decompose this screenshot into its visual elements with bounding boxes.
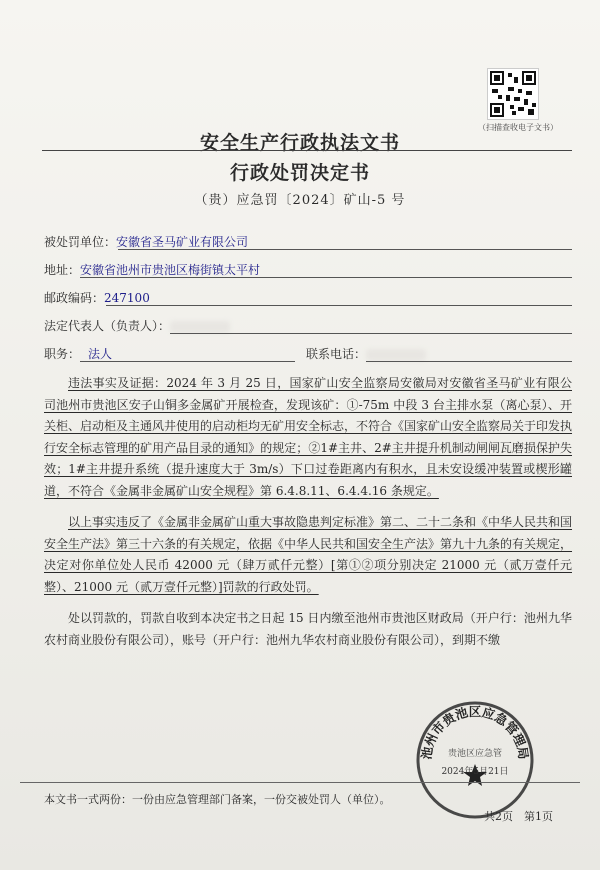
position-value: 法人 <box>88 347 113 361</box>
seal-ring-text: 池州市贵池区应急管理局 <box>418 704 532 761</box>
footer-divider <box>20 782 580 783</box>
document-series-title: 安全生产行政执法文书 <box>199 132 400 154</box>
official-seal <box>415 700 535 820</box>
postcode-label: 邮政编码： <box>44 291 105 305</box>
position-underline <box>80 361 295 362</box>
qr-caption: （扫描查收电子文书） <box>478 123 558 132</box>
seal-inner-text: 贵池区应急管 <box>447 749 503 759</box>
postcode-row <box>44 289 150 306</box>
document-number: （贵）应急罚〔2024〕矿山-5 号 <box>194 193 406 208</box>
postcode-value: 247100 <box>104 291 150 305</box>
address-row <box>44 261 260 278</box>
position-row <box>44 345 112 362</box>
document-title: 行政处罚决定书 <box>229 162 370 184</box>
unit-underline <box>118 249 572 250</box>
postcode-underline <box>106 305 572 306</box>
redacted-name <box>170 321 230 333</box>
phone-row <box>306 345 426 362</box>
redacted-phone <box>366 349 426 361</box>
address-label: 地址： <box>44 263 81 277</box>
penalized-unit-label: 被处罚单位： <box>44 235 117 249</box>
decision-body <box>44 373 572 651</box>
address-value: 安徽省池州市贵池区梅街镇太平村 <box>80 263 261 277</box>
penalized-unit-value: 安徽省圣马矿业有限公司 <box>116 235 249 249</box>
title-divider <box>42 150 572 151</box>
legal-rep-underline <box>170 333 572 334</box>
copies-note: 本文书一式两份：一份由应急管理部门备案，一份交被处罚人（单位）。 <box>44 793 391 806</box>
legal-rep-label: 法定代表人（负责人）： <box>44 319 171 333</box>
penalized-unit-row <box>44 233 248 250</box>
legal-rep-row <box>44 317 230 334</box>
seal-date: 2024年5月21日 <box>441 767 509 777</box>
violation-facts-paragraph: 违法事实及证据：2024 年 3 月 25 日，国家矿山安全监察局安徽局对安徽省圣马矿业有限公司池州市贵池区安子山铜多金属矿开展检查，发现该矿：①-75m 中段 3 台主排水泵（离心泵）、开关柜、启动柜及主通风井使用的启动柜均无矿用安全标志，不符合《国家矿山安全监察局关于印发执行安全标志管理的矿用产品目录的通知》的规定；②1#主井、2#主井提升机制动闸闸瓦磨损保护失效；1#主井提升系统（提升速度大于 3m/s）下口过卷距离内有积水，且未安设缓冲装置或楔形罐道，不符合《金属非金属矿山安全规程》第 6.4.8.11、6.4.4.16 条规定。 <box>44 376 573 498</box>
address-underline <box>80 277 572 278</box>
phone-label: 联系电话： <box>306 347 367 361</box>
phone-underline <box>366 361 572 362</box>
position-label: 职务： <box>44 347 81 361</box>
legal-basis-paragraph: 以上事实违反了《金属非金属矿山重大事故隐患判定标准》第二、二十二条和《中华人民共和国安全生产法》第三十六条的有关规定，依据《中华人民共和国安全生产法》第九十九条的有关规定，决定对你单位处人民币 42000 元（肆万贰仟元整）[第①②项分别决定 21000 元（贰万壹仟元整）、21000 元（贰万壹仟元整）]罚款的行政处罚。 <box>44 515 573 594</box>
qr-code[interactable] <box>487 68 539 120</box>
payment-paragraph: 处以罚款的，罚款自收到本决定书之日起 15 日内缴至池州市贵池区财政局（开户行：池州九华农村商业股份有限公司），账号（开户行：池州九华农村商业股份有限公司），到期不缴 <box>44 611 572 647</box>
page-number: 共2页 第1页 <box>484 810 553 823</box>
